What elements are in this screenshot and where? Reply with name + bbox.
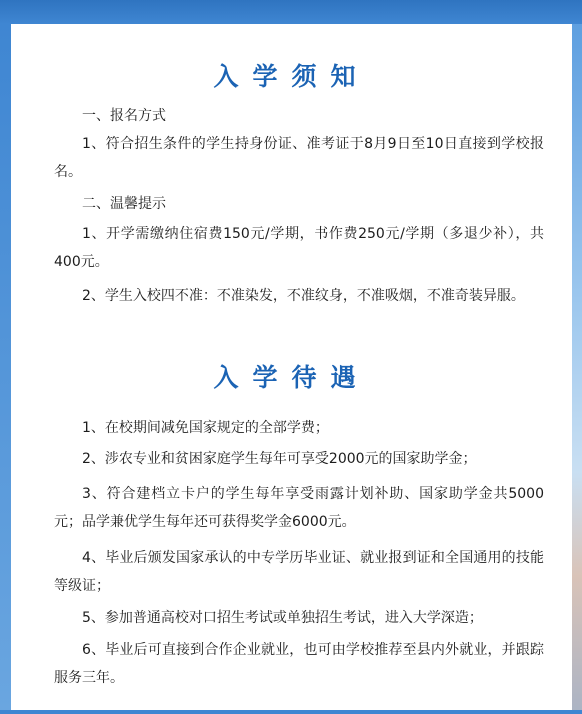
- notice-rules-text: 2、学生入校四不准：不准染发，不准纹身，不准吸烟，不准奇装异服。: [82, 288, 525, 304]
- benefit-item: 5、参加普通高校对口招生考试或单独招生考试，进入大学深造；: [82, 610, 483, 626]
- benefit-item: 1、在校期间减免国家规定的全部学费；: [82, 420, 329, 436]
- benefits-title: 入学待遇: [213, 363, 370, 392]
- notice-fee-text: 1、开学需缴纳住宿费150元/学期，书作费250元/学期（多退少补），共400元。: [54, 226, 544, 270]
- notice-panel: [11, 24, 572, 710]
- bottom-frame-strip: [0, 710, 582, 714]
- benefit-item: 3、符合建档立卡户的学生每年享受雨露计划补助、国家助学金共5000元；品学兼优学生每年还可获得奖学金6000元。: [54, 486, 544, 530]
- notice-heading-tips: 二、温馨提示: [82, 196, 166, 212]
- notice-registration-text: 1、符合招生条件的学生持身份证、准考证于8月9日至10日直接到学校报名。: [54, 136, 544, 180]
- notice-title: 入学须知: [213, 62, 370, 91]
- right-background-strip: [572, 24, 582, 714]
- left-frame-strip: [0, 24, 11, 714]
- top-frame-bar: [0, 0, 582, 24]
- notice-heading-registration: 一、报名方式: [82, 108, 166, 124]
- benefit-item: 6、毕业后可直接到合作企业就业，也可由学校推荐至县内外就业，并跟踪服务三年。: [54, 642, 544, 686]
- benefit-item: 2、涉农专业和贫困家庭学生每年可享受2000元的国家助学金；: [82, 451, 477, 467]
- benefit-item: 4、毕业后颁发国家承认的中专学历毕业证、就业报到证和全国通用的技能等级证；: [54, 550, 544, 594]
